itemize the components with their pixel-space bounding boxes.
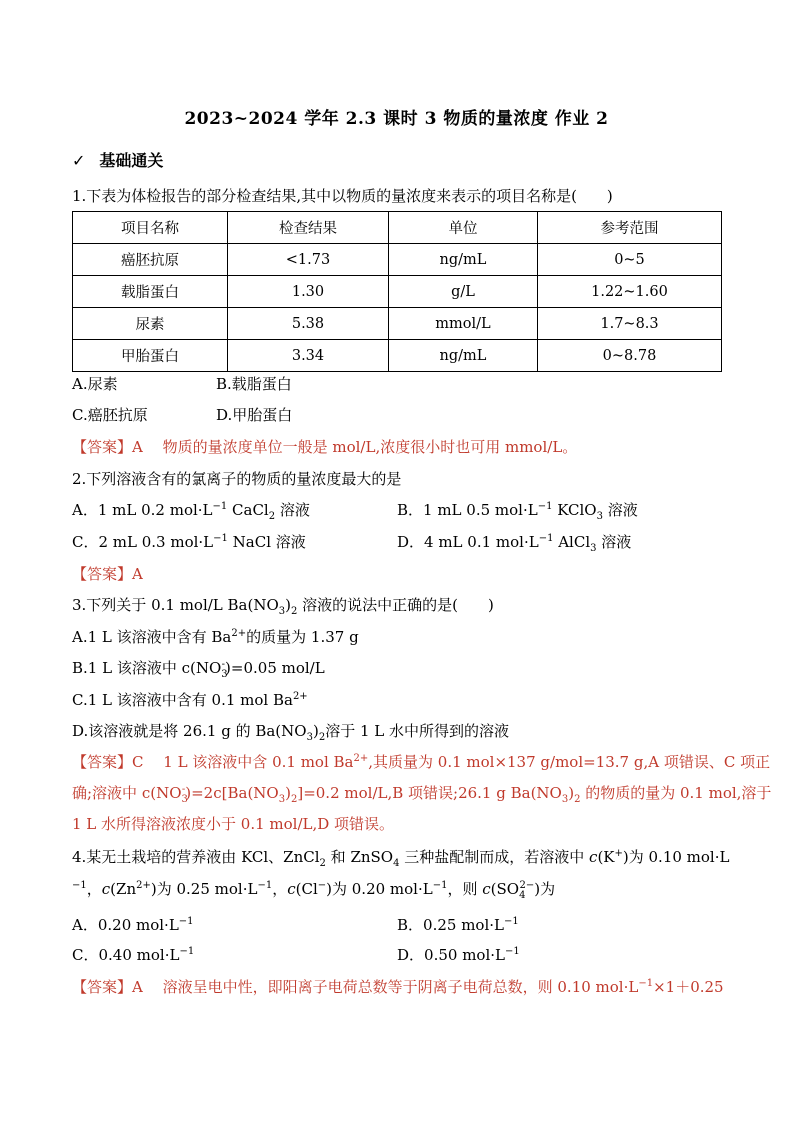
table-cell: mmol/L	[389, 308, 538, 340]
answer-text: A	[132, 565, 143, 583]
table-cell: 1.30	[228, 276, 389, 308]
q2-stem: 2.下列溶液含有的氯离子的物质的量浓度最大的是	[72, 470, 402, 488]
q3-answer-line-2: 确;溶液中 $c(NO_3^-)=2c[Ba(NO_3)_2]=0.2$ mol/L,B 项错误;26.1 g $Ba(NO_3)_2$ 的物质的量为 0.1 mol,溶于	[72, 784, 772, 805]
table-cell: 1.22~1.60	[538, 276, 722, 308]
table-cell: 0~8.78	[538, 340, 722, 372]
q1-option-c: C.癌胚抗原	[72, 406, 148, 424]
table-cell: 甲胎蛋白	[73, 340, 228, 372]
table-header: 项目名称	[73, 212, 228, 244]
q3-option-b: B.1 L 该溶液中 $c(NO_3^-)=0.05$ mol/L	[72, 659, 325, 680]
table-cell: g/L	[389, 276, 538, 308]
q1-answer	[72, 437, 577, 457]
q3-stem: 3.下列关于 0.1 mol/L $Ba(NO_3)_2$ 溶液的说法中正确的是( )	[72, 596, 494, 617]
table-cell: <1.73	[228, 244, 389, 276]
q4-option-b: B．0.25 $mol\cdot L^{-1}$	[397, 916, 519, 934]
q4-stem-line-1: 4.某无土栽培的营养液由 KCl、ZnCl$_2$ 和 ZnSO$_4$ 三种盐配制而成，若溶液中 c(K+)为 0.10 mol·L	[72, 848, 730, 869]
q4-option-d: D．0.50 $mol\cdot L^{-1}$	[397, 946, 520, 964]
q3-option-d: D.该溶液就是将 26.1 g 的 $Ba(NO_3)_2$溶于 1 L 水中所得到的溶液	[72, 722, 509, 743]
answer-text: A 物质的量浓度单位一般是 mol/L,浓度很小时也可用 mmol/L。	[132, 438, 578, 456]
table-cell: 1.7~8.3	[538, 308, 722, 340]
table-cell: 5.38	[228, 308, 389, 340]
section-heading	[72, 148, 163, 171]
table-cell: 载脂蛋白	[73, 276, 228, 308]
answer-tag: 【答案】	[72, 565, 133, 583]
q1-stem: 1.下表为体检报告的部分检查结果,其中以物质的量浓度来表示的项目名称是( )	[72, 187, 613, 205]
table-header: 单位	[389, 212, 538, 244]
section-label: 基础通关	[99, 151, 164, 170]
q3-answer-line-1: 【答案】C 1 L 该溶液中含 0.1 mol $Ba^{2+}$,其质量为 0.1 mol×137 g/mol=13.7 g,A 项错误、C 项正	[72, 753, 771, 771]
table-cell: ng/mL	[389, 340, 538, 372]
q4-stem-line-2: $^{-1}$，$c(Zn^{2+})$为 0.25 $mol\cdot L^{-1}$，c(Cl−)为 0.20 $mol\cdot L^{-1}$，则 $c(SO_4^{2-})$为	[72, 880, 556, 901]
table-cell: 尿素	[73, 308, 228, 340]
table-cell: 0~5	[538, 244, 722, 276]
q3-answer-line-3: 1 L 水所得溶液浓度小于 0.1 mol/L,D 项错误。	[72, 815, 395, 833]
answer-tag: 【答案】	[72, 438, 133, 456]
answer-tag: 【答案】	[72, 753, 133, 771]
table-row	[73, 244, 722, 276]
table-cell: ng/mL	[389, 244, 538, 276]
q3-option-a: A.1 L 该溶液中含有 $Ba^{2+}$的质量为 1.37 g	[72, 628, 359, 646]
table-header: 参考范围	[538, 212, 722, 244]
q2-option-a: A．1 mL 0.2 $mol\cdot L^{-1}$ CaCl$_2$ 溶液	[72, 501, 310, 522]
q4-answer: 【答案】A 溶液呈电中性，即阳离子电荷总数等于阴离子电荷总数，则 0.10 $mol\cdot L^{-1}\times 1+0.25$	[72, 978, 724, 996]
table-header-row	[73, 212, 722, 244]
q4-option-a: A．0.20 $mol\cdot L^{-1}$	[72, 916, 194, 934]
q2-option-b: B．1 mL 0.5 $mol\cdot L^{-1}$ KClO$_3$ 溶液	[397, 501, 638, 522]
table-row	[73, 308, 722, 340]
q2-option-c: C．2 mL 0.3 $mol\cdot L^{-1}$ NaCl 溶液	[72, 533, 306, 551]
table-row	[73, 276, 722, 308]
q2-option-d: D．4 mL 0.1 $mol\cdot L^{-1}$ AlCl$_3$ 溶液	[397, 533, 632, 554]
table-cell: 癌胚抗原	[73, 244, 228, 276]
answer-tag: 【答案】	[72, 978, 133, 996]
table-header: 检查结果	[228, 212, 389, 244]
q3-option-c: C.1 L 该溶液中含有 0.1 mol $Ba^{2+}$	[72, 691, 308, 709]
q1-option-b: B.载脂蛋白	[216, 375, 292, 393]
document-title: 2023~2024 学年 2.3 课时 3 物质的量浓度 作业 2	[184, 109, 609, 129]
q1-option-d: D.甲胎蛋白	[216, 406, 293, 424]
q2-answer	[72, 564, 143, 584]
q4-option-c: C．0.40 $mol\cdot L^{-1}$	[72, 946, 195, 964]
checkmark-icon: ✓	[72, 151, 86, 170]
table-cell: 3.34	[228, 340, 389, 372]
table-row	[73, 340, 722, 372]
checkup-table	[72, 211, 722, 372]
q1-option-a: A.尿素	[72, 375, 118, 393]
